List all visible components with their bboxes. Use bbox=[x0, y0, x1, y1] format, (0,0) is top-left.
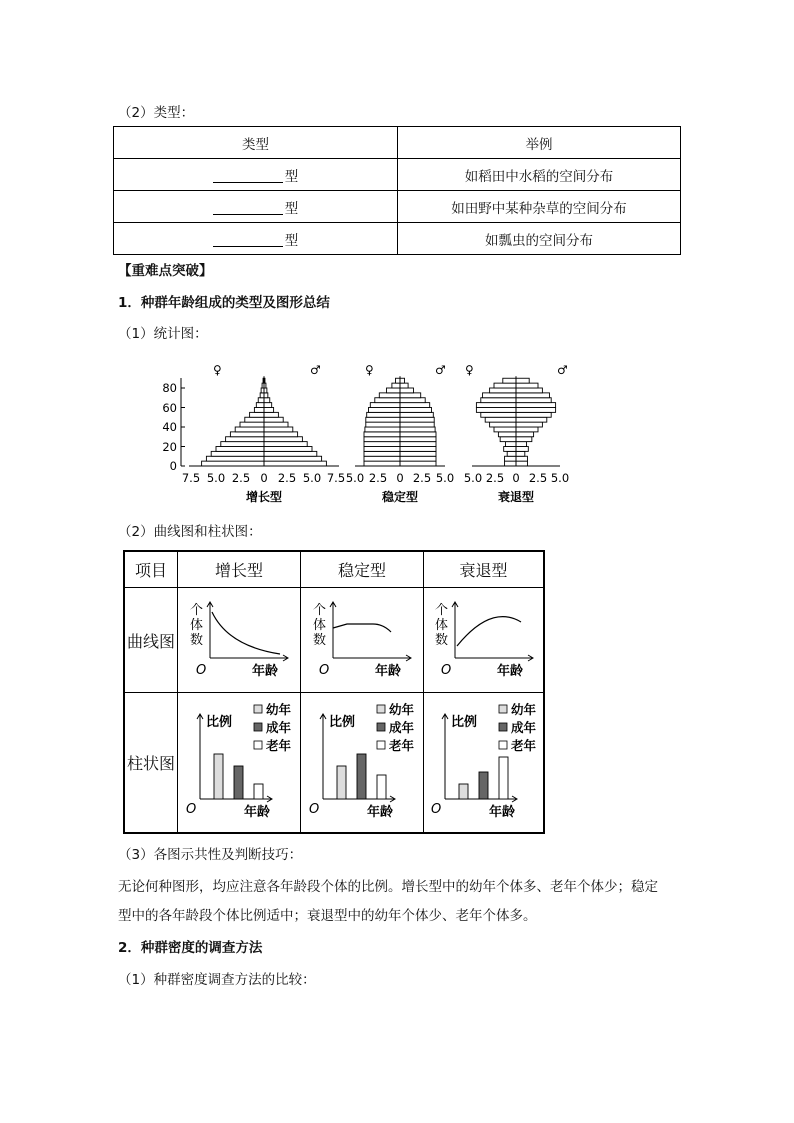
bar-young bbox=[337, 766, 346, 799]
y-axis-ticks bbox=[162, 381, 177, 473]
growth-curve-chart bbox=[180, 588, 298, 688]
male-symbol: ♂ bbox=[557, 363, 568, 377]
x-axis-ticks-stable bbox=[346, 471, 454, 485]
curve-ylabel-char: 体 bbox=[190, 618, 204, 633]
tip-heading: （3）各图示共性及判断技巧： bbox=[118, 847, 303, 863]
bar-old bbox=[499, 757, 508, 799]
age-curve bbox=[333, 624, 391, 632]
female-symbol: ♀ bbox=[465, 363, 474, 377]
bar-cell-growth bbox=[178, 693, 301, 834]
svg-text:2.5: 2.5 bbox=[412, 471, 432, 485]
point1-title: 1．种群年龄组成的类型及图形总结 bbox=[118, 295, 330, 311]
legend-swatch bbox=[499, 741, 507, 749]
y-tick: 0 bbox=[169, 459, 177, 473]
fill-blank[interactable] bbox=[213, 168, 283, 183]
legend-swatch bbox=[254, 741, 262, 749]
fill-blank[interactable] bbox=[213, 232, 283, 247]
legend-label: 老年 bbox=[266, 737, 292, 753]
curve-ylabel-char: 体 bbox=[434, 618, 448, 633]
legend-label: 老年 bbox=[389, 737, 415, 753]
legend-swatch bbox=[377, 741, 385, 749]
legend-swatch bbox=[377, 723, 385, 731]
age-pyramid-charts bbox=[155, 358, 585, 510]
svg-text:0: 0 bbox=[512, 471, 520, 485]
svg-text:0: 0 bbox=[260, 471, 268, 485]
curve-row bbox=[124, 588, 544, 693]
bar-young bbox=[214, 754, 223, 799]
svg-text:2.5: 2.5 bbox=[528, 471, 548, 485]
y-tick: 80 bbox=[162, 381, 177, 395]
legend-swatch bbox=[499, 723, 507, 731]
legend-label: 成年 bbox=[266, 719, 292, 735]
legend-label: 幼年 bbox=[266, 701, 292, 717]
type-section-heading: （2）类型： bbox=[118, 105, 195, 121]
bar-xlabel: 年龄 bbox=[367, 804, 394, 820]
curve-ylabel-char: 数 bbox=[190, 633, 204, 648]
header-item: 项目 bbox=[124, 551, 178, 588]
bar-cell-decline bbox=[424, 693, 545, 834]
origin-label: O bbox=[319, 663, 330, 678]
x-axis-ticks-growth bbox=[182, 471, 345, 485]
key-points-heading: 【重难点突破】 bbox=[118, 263, 213, 279]
origin-label: O bbox=[430, 801, 441, 817]
svg-text:5.0: 5.0 bbox=[302, 471, 322, 485]
svg-text:5.0: 5.0 bbox=[550, 471, 570, 485]
legend-swatch bbox=[254, 723, 262, 731]
stat-chart-label: （1）统计图： bbox=[118, 326, 208, 342]
svg-text:2.5: 2.5 bbox=[277, 471, 297, 485]
bar-ylabel: 比例 bbox=[206, 714, 233, 730]
table-row bbox=[114, 159, 681, 191]
header-growth: 增长型 bbox=[178, 551, 301, 588]
bar-ylabel: 比例 bbox=[450, 714, 477, 730]
male-symbol: ♂ bbox=[435, 363, 446, 377]
curve-ylabel-char: 个 bbox=[190, 603, 204, 618]
fill-blank[interactable] bbox=[213, 200, 283, 215]
stable-bar-chart bbox=[303, 696, 421, 826]
origin-label: O bbox=[196, 663, 207, 678]
svg-text:2.5: 2.5 bbox=[231, 471, 251, 485]
bar-adult bbox=[234, 766, 243, 799]
bar-xlabel: 年龄 bbox=[244, 804, 271, 820]
female-symbol: ♀ bbox=[365, 363, 374, 377]
bar-old bbox=[254, 784, 263, 799]
curve-xlabel: 年龄 bbox=[375, 664, 402, 679]
svg-text:5.0: 5.0 bbox=[435, 471, 455, 485]
curve-bar-label: （2）曲线图和柱状图： bbox=[118, 524, 262, 540]
legend-swatch bbox=[254, 705, 262, 713]
bar-adult bbox=[479, 772, 488, 799]
y-tick: 60 bbox=[162, 401, 177, 415]
bar-cell-stable bbox=[301, 693, 424, 834]
legend-swatch bbox=[499, 705, 507, 713]
row-label-curve: 曲线图 bbox=[124, 588, 178, 693]
header-decline: 衰退型 bbox=[424, 551, 545, 588]
svg-text:0: 0 bbox=[396, 471, 404, 485]
decline-bar-chart bbox=[425, 696, 543, 826]
origin-label: O bbox=[440, 663, 451, 678]
table-header-row bbox=[114, 127, 681, 159]
legend-swatch bbox=[377, 705, 385, 713]
x-axis-ticks-decline bbox=[464, 471, 569, 485]
curve-ylabel-char: 体 bbox=[313, 618, 327, 633]
curve-ylabel-char: 个 bbox=[313, 603, 327, 618]
svg-text:2.5: 2.5 bbox=[485, 471, 505, 485]
type-cell bbox=[114, 191, 398, 223]
tip-paragraph-line2: 型中的各年龄段个体比例适中；衰退型中的幼年个体少、老年个体多。 bbox=[118, 908, 537, 924]
svg-text:2.5: 2.5 bbox=[368, 471, 388, 485]
header-type: 类型 bbox=[114, 127, 398, 159]
type-suffix: 型 bbox=[284, 232, 299, 249]
curve-cell-growth bbox=[178, 588, 301, 693]
example-cell: 如田野中某种杂草的空间分布 bbox=[398, 191, 681, 223]
point2-title: 2．种群密度的调查方法 bbox=[118, 940, 263, 956]
bar-young bbox=[459, 784, 468, 799]
curve-xlabel: 年龄 bbox=[252, 664, 279, 679]
bar-old bbox=[377, 775, 386, 799]
compare-heading: （1）种群密度调查方法的比较： bbox=[118, 972, 316, 988]
type-suffix: 型 bbox=[284, 200, 299, 217]
svg-text:5.0: 5.0 bbox=[345, 471, 365, 485]
bar-ylabel: 比例 bbox=[329, 714, 356, 730]
row-label-bar: 柱状图 bbox=[124, 693, 178, 834]
table-row bbox=[114, 223, 681, 255]
table-row bbox=[114, 191, 681, 223]
pyramid-layer bbox=[181, 376, 560, 466]
legend-label: 成年 bbox=[389, 719, 415, 735]
example-cell: 如瓢虫的空间分布 bbox=[398, 223, 681, 255]
legend-label: 成年 bbox=[510, 719, 536, 735]
decline-curve-chart bbox=[425, 588, 543, 688]
legend-label: 幼年 bbox=[510, 701, 536, 717]
table-header-row bbox=[124, 551, 544, 588]
type-cell bbox=[114, 159, 398, 191]
stable-curve-chart bbox=[303, 588, 421, 688]
curve-ylabel-char: 数 bbox=[434, 633, 448, 648]
chart-title-growth: 增长型 bbox=[245, 490, 283, 504]
female-symbol: ♀ bbox=[213, 363, 222, 377]
legend-label: 老年 bbox=[510, 737, 536, 753]
age-curve bbox=[212, 612, 280, 654]
curve-xlabel: 年龄 bbox=[496, 664, 523, 679]
bar-adult bbox=[357, 754, 366, 799]
curve-cell-decline bbox=[424, 588, 545, 693]
header-stable: 稳定型 bbox=[301, 551, 424, 588]
type-suffix: 型 bbox=[284, 168, 299, 185]
svg-text:7.5: 7.5 bbox=[181, 471, 201, 485]
header-example: 举例 bbox=[398, 127, 681, 159]
y-tick: 20 bbox=[162, 440, 177, 454]
example-cell: 如稻田中水稻的空间分布 bbox=[398, 159, 681, 191]
type-cell bbox=[114, 223, 398, 255]
age-structure-compare-table bbox=[123, 550, 545, 834]
distribution-type-table bbox=[113, 126, 681, 255]
tip-paragraph-line1: 无论何种图形，均应注意各年龄段个体的比例。增长型中的幼年个体多、老年个体少；稳定 bbox=[118, 879, 658, 895]
curve-ylabel-char: 数 bbox=[313, 633, 327, 648]
chart-title-stable: 稳定型 bbox=[381, 490, 419, 504]
origin-label: O bbox=[186, 801, 197, 817]
male-symbol: ♂ bbox=[310, 363, 321, 377]
growth-bar-chart bbox=[180, 696, 298, 826]
chart-title-decline: 衰退型 bbox=[497, 490, 535, 504]
y-tick: 40 bbox=[162, 420, 177, 434]
origin-label: O bbox=[309, 801, 320, 817]
bar-row bbox=[124, 693, 544, 834]
curve-ylabel-char: 个 bbox=[434, 603, 448, 618]
svg-text:5.0: 5.0 bbox=[463, 471, 483, 485]
bar-xlabel: 年龄 bbox=[488, 804, 515, 820]
legend-label: 幼年 bbox=[389, 701, 415, 717]
curve-cell-stable bbox=[301, 588, 424, 693]
age-curve bbox=[457, 617, 521, 646]
svg-text:5.0: 5.0 bbox=[206, 471, 226, 485]
svg-text:7.5: 7.5 bbox=[326, 471, 346, 485]
